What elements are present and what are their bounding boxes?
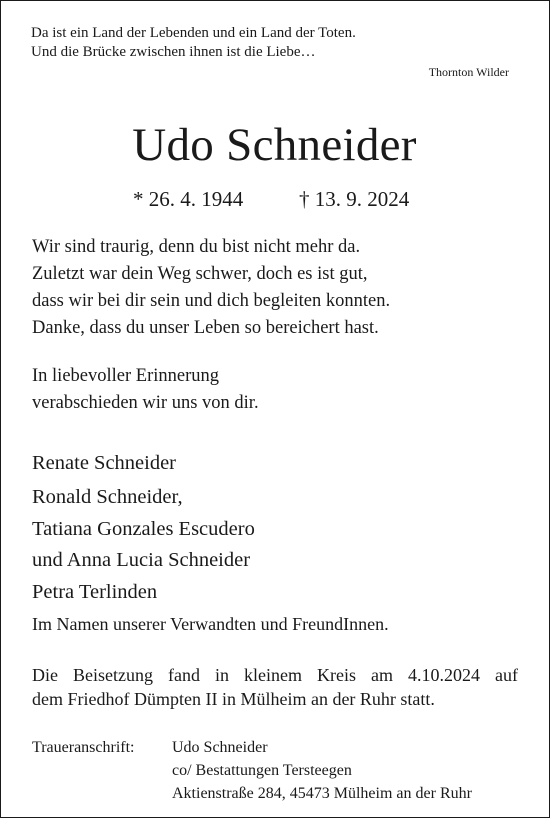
quote-author: Thornton Wilder [428, 65, 509, 79]
burial-line: Die Beisetzung fand in kleinem Kreis am 4.10.2024 auf [32, 665, 518, 685]
relatives-note: Im Namen unserer Verwandten und FreundInnen. [32, 614, 389, 634]
memorial-line: dass wir bei dir sein und dich begleiten konnten. [32, 291, 391, 311]
address-line: Aktienstraße 284, 45473 Mülheim an der Ruhr [172, 785, 472, 802]
quote-line: Und die Brücke zwischen ihnen ist die Liebe… [31, 44, 316, 60]
burial-info [32, 663, 518, 711]
mourning-address [172, 736, 472, 805]
mourner-name: Renate Schneider [32, 452, 177, 474]
address-label: Traueranschrift: [32, 739, 135, 756]
mourners-list [32, 482, 255, 608]
mourner-name: und Anna Lucia Schneider [32, 549, 251, 571]
address-line: Udo Schneider [172, 739, 268, 756]
farewell-line: In liebevoller Erinnerung [32, 366, 219, 386]
opening-quote [31, 24, 356, 62]
death-date: † 13. 9. 2024 [299, 187, 410, 211]
memorial-line: Zuletzt war dein Weg schwer, doch es ist gut, [32, 264, 368, 284]
mourner-name: Tatiana Gonzales Escudero [32, 517, 255, 540]
address-line: co/ Bestattungen Tersteegen [172, 762, 352, 779]
farewell-text [32, 363, 259, 417]
burial-line: dem Friedhof Dümpten II in Mülheim an der Ruhr statt. [32, 689, 435, 709]
farewell-line: verabschieden wir uns von dir. [32, 393, 259, 413]
quote-line: Da ist ein Land der Lebenden und ein Land der Toten. [31, 25, 356, 41]
deceased-name: Udo Schneider [132, 119, 417, 171]
memorial-line: Wir sind traurig, denn du bist nicht mehr da. [32, 237, 361, 257]
mourner-name: Ronald Schneider, [32, 486, 183, 508]
memorial-text [32, 234, 390, 342]
birth-date: * 26. 4. 1944 [133, 187, 244, 211]
memorial-line: Danke, dass du unser Leben so bereichert hast. [32, 318, 379, 338]
mourner-name: Petra Terlinden [32, 580, 158, 603]
